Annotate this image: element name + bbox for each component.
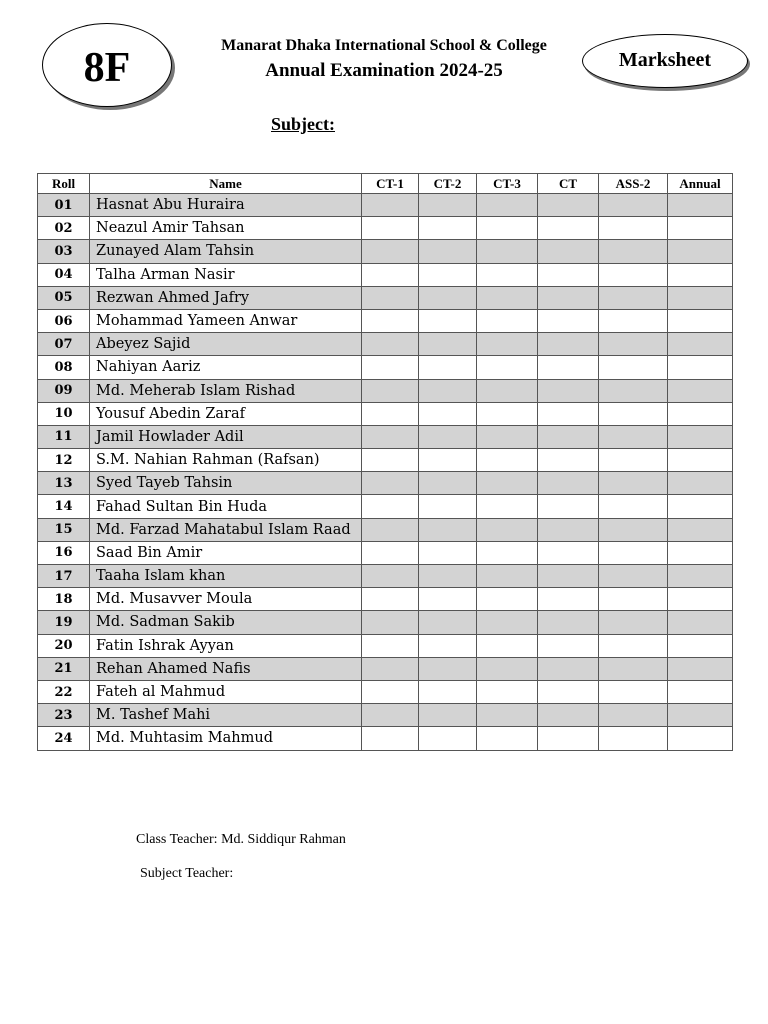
- mark-cell-ass2: [599, 263, 668, 286]
- mark-cell-annual: [668, 704, 733, 727]
- roll-cell: 06: [38, 309, 90, 332]
- mark-cell-annual: [668, 425, 733, 448]
- mark-cell-ct3: [477, 727, 538, 750]
- mark-cell-annual: [668, 240, 733, 263]
- roll-cell: 10: [38, 402, 90, 425]
- mark-cell-ct1: [362, 680, 419, 703]
- mark-cell-ct3: [477, 704, 538, 727]
- mark-cell-ct3: [477, 495, 538, 518]
- mark-cell-ass2: [599, 425, 668, 448]
- mark-cell-ass2: [599, 657, 668, 680]
- table-row: [38, 379, 733, 402]
- mark-cell-ass2: [599, 611, 668, 634]
- table-row: [38, 425, 733, 448]
- mark-cell-annual: [668, 518, 733, 541]
- student-name-cell: Taaha Islam khan: [90, 565, 362, 588]
- mark-cell-annual: [668, 402, 733, 425]
- mark-cell-ct2: [419, 379, 477, 402]
- table-row: [38, 472, 733, 495]
- roll-cell: 02: [38, 217, 90, 240]
- student-name-cell: Nahiyan Aariz: [90, 356, 362, 379]
- mark-cell-ct: [538, 449, 599, 472]
- mark-cell-ass2: [599, 634, 668, 657]
- roll-cell: 21: [38, 657, 90, 680]
- mark-cell-ct3: [477, 449, 538, 472]
- mark-cell-ct1: [362, 402, 419, 425]
- marksheet-badge: [582, 34, 748, 88]
- table-row: [38, 565, 733, 588]
- mark-cell-ct2: [419, 402, 477, 425]
- mark-cell-ass2: [599, 309, 668, 332]
- table-row: [38, 309, 733, 332]
- subject-teacher-line: Subject Teacher:: [140, 866, 234, 881]
- student-name-cell: Md. Muhtasim Mahmud: [90, 727, 362, 750]
- mark-cell-ass2: [599, 565, 668, 588]
- mark-cell-ass2: [599, 588, 668, 611]
- student-name-cell: Hasnat Abu Huraira: [90, 194, 362, 217]
- mark-cell-ass2: [599, 495, 668, 518]
- mark-cell-ct1: [362, 449, 419, 472]
- mark-cell-ct2: [419, 634, 477, 657]
- table-row: [38, 588, 733, 611]
- table-row: [38, 518, 733, 541]
- marks-table: [37, 173, 733, 751]
- roll-cell: 12: [38, 449, 90, 472]
- mark-cell-ct3: [477, 634, 538, 657]
- mark-cell-annual: [668, 634, 733, 657]
- subject-label: Subject:: [271, 114, 335, 134]
- mark-cell-annual: [668, 309, 733, 332]
- roll-cell: 24: [38, 727, 90, 750]
- student-name-cell: Md. Farzad Mahatabul Islam Raad: [90, 518, 362, 541]
- mark-cell-ct2: [419, 727, 477, 750]
- mark-cell-ct: [538, 634, 599, 657]
- student-name-cell: Talha Arman Nasir: [90, 263, 362, 286]
- mark-cell-ass2: [599, 379, 668, 402]
- mark-cell-annual: [668, 217, 733, 240]
- table-row: [38, 449, 733, 472]
- roll-cell: 04: [38, 263, 90, 286]
- mark-cell-ct1: [362, 657, 419, 680]
- student-name-cell: Abeyez Sajid: [90, 333, 362, 356]
- mark-cell-ct: [538, 333, 599, 356]
- mark-cell-ct2: [419, 657, 477, 680]
- mark-cell-ct3: [477, 263, 538, 286]
- mark-cell-ass2: [599, 680, 668, 703]
- roll-cell: 18: [38, 588, 90, 611]
- roll-cell: 03: [38, 240, 90, 263]
- mark-cell-ct3: [477, 309, 538, 332]
- column-header-name: Name: [90, 174, 362, 194]
- mark-cell-ct2: [419, 356, 477, 379]
- mark-cell-ass2: [599, 194, 668, 217]
- mark-cell-ct: [538, 286, 599, 309]
- column-header-ass2: ASS-2: [599, 174, 668, 194]
- mark-cell-ct3: [477, 286, 538, 309]
- mark-cell-ct3: [477, 611, 538, 634]
- mark-cell-ct: [538, 309, 599, 332]
- mark-cell-ct3: [477, 356, 538, 379]
- mark-cell-annual: [668, 356, 733, 379]
- mark-cell-ct3: [477, 240, 538, 263]
- table-row: [38, 286, 733, 309]
- table-row: [38, 263, 733, 286]
- mark-cell-ct1: [362, 240, 419, 263]
- roll-cell: 19: [38, 611, 90, 634]
- mark-cell-ct2: [419, 495, 477, 518]
- mark-cell-annual: [668, 286, 733, 309]
- column-header-annual: Annual: [668, 174, 733, 194]
- mark-cell-ct2: [419, 541, 477, 564]
- mark-cell-ct2: [419, 449, 477, 472]
- roll-cell: 05: [38, 286, 90, 309]
- roll-cell: 01: [38, 194, 90, 217]
- roll-cell: 11: [38, 425, 90, 448]
- table-row: [38, 727, 733, 750]
- mark-cell-ct1: [362, 611, 419, 634]
- marksheet-badge-label: Marksheet: [618, 48, 712, 71]
- mark-cell-ass2: [599, 333, 668, 356]
- mark-cell-ct1: [362, 286, 419, 309]
- mark-cell-ct2: [419, 333, 477, 356]
- mark-cell-ct: [538, 541, 599, 564]
- mark-cell-ct3: [477, 541, 538, 564]
- table-header-row: [38, 174, 733, 194]
- student-name-cell: Md. Meherab Islam Rishad: [90, 379, 362, 402]
- table-row: [38, 611, 733, 634]
- table-row: [38, 657, 733, 680]
- table-row: [38, 541, 733, 564]
- table-row: [38, 704, 733, 727]
- mark-cell-ct3: [477, 402, 538, 425]
- mark-cell-ct: [538, 263, 599, 286]
- mark-cell-ct: [538, 657, 599, 680]
- mark-cell-ct3: [477, 379, 538, 402]
- mark-cell-annual: [668, 588, 733, 611]
- mark-cell-ct2: [419, 704, 477, 727]
- mark-cell-annual: [668, 194, 733, 217]
- mark-cell-annual: [668, 727, 733, 750]
- mark-cell-ct: [538, 217, 599, 240]
- mark-cell-ass2: [599, 472, 668, 495]
- class-teacher-line: Class Teacher: Md. Siddiqur Rahman: [136, 832, 346, 847]
- mark-cell-ct1: [362, 356, 419, 379]
- roll-cell: 23: [38, 704, 90, 727]
- mark-cell-ct: [538, 240, 599, 263]
- mark-cell-ct2: [419, 611, 477, 634]
- student-name-cell: Fahad Sultan Bin Huda: [90, 495, 362, 518]
- mark-cell-annual: [668, 565, 733, 588]
- mark-cell-ct: [538, 565, 599, 588]
- mark-cell-ct2: [419, 194, 477, 217]
- mark-cell-annual: [668, 379, 733, 402]
- mark-cell-ass2: [599, 518, 668, 541]
- student-name-cell: Md. Musavver Moula: [90, 588, 362, 611]
- column-header-ct: CT: [538, 174, 599, 194]
- mark-cell-ct: [538, 611, 599, 634]
- mark-cell-ct3: [477, 333, 538, 356]
- mark-cell-ct: [538, 495, 599, 518]
- mark-cell-ct3: [477, 194, 538, 217]
- table-row: [38, 356, 733, 379]
- mark-cell-ct1: [362, 541, 419, 564]
- student-name-cell: S.M. Nahian Rahman (Rafsan): [90, 449, 362, 472]
- column-header-ct2: CT-2: [419, 174, 477, 194]
- table-row: [38, 680, 733, 703]
- mark-cell-ct1: [362, 472, 419, 495]
- roll-cell: 07: [38, 333, 90, 356]
- mark-cell-ct2: [419, 240, 477, 263]
- mark-cell-annual: [668, 541, 733, 564]
- table-row: [38, 402, 733, 425]
- marks-table-body: [38, 194, 733, 751]
- student-name-cell: Zunayed Alam Tahsin: [90, 240, 362, 263]
- student-name-cell: Jamil Howlader Adil: [90, 425, 362, 448]
- mark-cell-ct3: [477, 217, 538, 240]
- roll-cell: 15: [38, 518, 90, 541]
- column-header-ct3: CT-3: [477, 174, 538, 194]
- mark-cell-ct: [538, 680, 599, 703]
- mark-cell-ct1: [362, 309, 419, 332]
- mark-cell-ct2: [419, 472, 477, 495]
- mark-cell-ass2: [599, 240, 668, 263]
- mark-cell-ct3: [477, 565, 538, 588]
- mark-cell-ct1: [362, 495, 419, 518]
- mark-cell-ass2: [599, 286, 668, 309]
- table-row: [38, 240, 733, 263]
- mark-cell-ct1: [362, 379, 419, 402]
- roll-cell: 13: [38, 472, 90, 495]
- exam-title: Annual Examination 2024-25: [265, 60, 503, 81]
- mark-cell-ct: [538, 425, 599, 448]
- student-name-cell: Md. Sadman Sakib: [90, 611, 362, 634]
- mark-cell-ct2: [419, 217, 477, 240]
- student-name-cell: Saad Bin Amir: [90, 541, 362, 564]
- mark-cell-ct1: [362, 263, 419, 286]
- roll-cell: 14: [38, 495, 90, 518]
- roll-cell: 16: [38, 541, 90, 564]
- mark-cell-ct3: [477, 518, 538, 541]
- student-name-cell: M. Tashef Mahi: [90, 704, 362, 727]
- student-name-cell: Syed Tayeb Tahsin: [90, 472, 362, 495]
- mark-cell-ct: [538, 588, 599, 611]
- mark-cell-ct: [538, 402, 599, 425]
- mark-cell-annual: [668, 472, 733, 495]
- mark-cell-ass2: [599, 541, 668, 564]
- mark-cell-ass2: [599, 704, 668, 727]
- mark-cell-ct1: [362, 333, 419, 356]
- student-name-cell: Rezwan Ahmed Jafry: [90, 286, 362, 309]
- mark-cell-annual: [668, 333, 733, 356]
- student-name-cell: Fateh al Mahmud: [90, 680, 362, 703]
- mark-cell-annual: [668, 263, 733, 286]
- mark-cell-ct3: [477, 657, 538, 680]
- mark-cell-ct2: [419, 518, 477, 541]
- mark-cell-annual: [668, 611, 733, 634]
- mark-cell-ass2: [599, 402, 668, 425]
- table-row: [38, 194, 733, 217]
- mark-cell-ct: [538, 194, 599, 217]
- mark-cell-annual: [668, 449, 733, 472]
- mark-cell-ct2: [419, 286, 477, 309]
- student-name-cell: Mohammad Yameen Anwar: [90, 309, 362, 332]
- mark-cell-ct3: [477, 425, 538, 448]
- mark-cell-ct2: [419, 565, 477, 588]
- school-name: Manarat Dhaka International School & College: [221, 37, 547, 54]
- mark-cell-ct: [538, 704, 599, 727]
- mark-cell-ct1: [362, 704, 419, 727]
- student-name-cell: Yousuf Abedin Zaraf: [90, 402, 362, 425]
- mark-cell-ass2: [599, 356, 668, 379]
- mark-cell-ct1: [362, 727, 419, 750]
- roll-cell: 22: [38, 680, 90, 703]
- roll-cell: 08: [38, 356, 90, 379]
- mark-cell-ass2: [599, 727, 668, 750]
- mark-cell-annual: [668, 657, 733, 680]
- column-header-roll: Roll: [38, 174, 90, 194]
- mark-cell-ct2: [419, 309, 477, 332]
- roll-cell: 09: [38, 379, 90, 402]
- mark-cell-ct1: [362, 217, 419, 240]
- class-badge-label: 8F: [83, 45, 131, 91]
- mark-cell-ct: [538, 472, 599, 495]
- mark-cell-ct3: [477, 680, 538, 703]
- mark-cell-ct2: [419, 425, 477, 448]
- mark-cell-ct3: [477, 472, 538, 495]
- student-name-cell: Fatin Ishrak Ayyan: [90, 634, 362, 657]
- roll-cell: 17: [38, 565, 90, 588]
- student-name-cell: Neazul Amir Tahsan: [90, 217, 362, 240]
- table-row: [38, 333, 733, 356]
- mark-cell-ct2: [419, 263, 477, 286]
- mark-cell-ct1: [362, 588, 419, 611]
- student-name-cell: Rehan Ahamed Nafis: [90, 657, 362, 680]
- mark-cell-ct2: [419, 680, 477, 703]
- mark-cell-annual: [668, 680, 733, 703]
- mark-cell-ass2: [599, 449, 668, 472]
- mark-cell-ct1: [362, 425, 419, 448]
- mark-cell-ass2: [599, 217, 668, 240]
- mark-cell-ct3: [477, 588, 538, 611]
- mark-cell-ct1: [362, 194, 419, 217]
- class-badge: [42, 23, 172, 107]
- table-row: [38, 634, 733, 657]
- mark-cell-ct: [538, 356, 599, 379]
- mark-cell-ct: [538, 379, 599, 402]
- mark-cell-ct1: [362, 565, 419, 588]
- mark-cell-ct1: [362, 634, 419, 657]
- table-row: [38, 495, 733, 518]
- roll-cell: 20: [38, 634, 90, 657]
- column-header-ct1: CT-1: [362, 174, 419, 194]
- mark-cell-annual: [668, 495, 733, 518]
- mark-cell-ct: [538, 727, 599, 750]
- mark-cell-ct: [538, 518, 599, 541]
- table-row: [38, 217, 733, 240]
- mark-cell-ct2: [419, 588, 477, 611]
- mark-cell-ct1: [362, 518, 419, 541]
